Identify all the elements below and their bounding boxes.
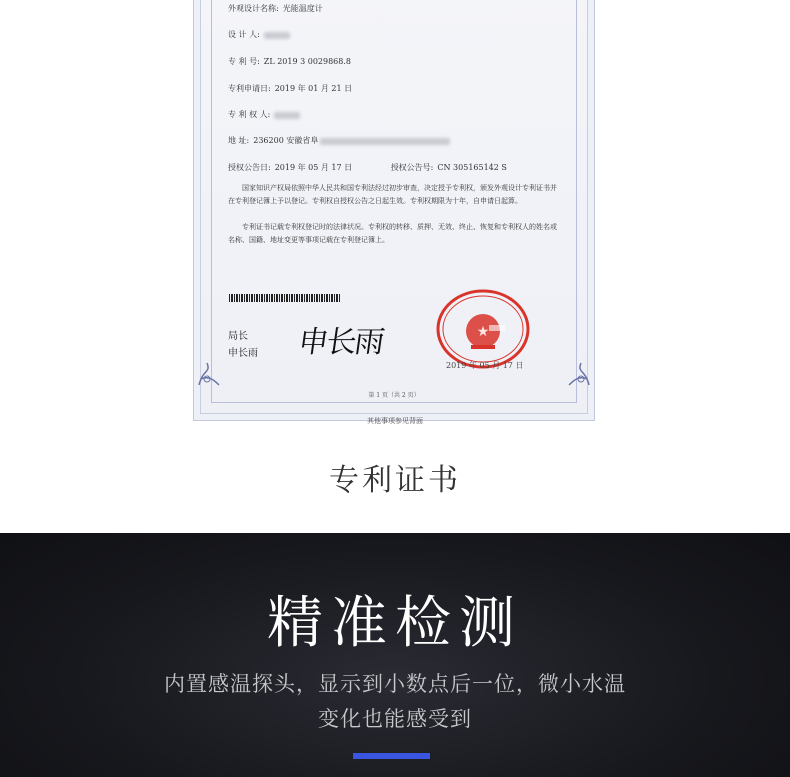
accent-bar — [353, 753, 430, 759]
address-redacted — [320, 138, 450, 145]
design-name-label: 外观设计名称: — [228, 4, 279, 13]
grant-no-value: CN 305165142 S — [437, 163, 507, 172]
patent-no-value: ZL 2019 3 0029868.8 — [263, 57, 351, 66]
designer-redacted — [264, 32, 290, 39]
director-signature: 申长雨 — [296, 325, 385, 360]
feature-description-line-1: 内置感温探头，显示到小数点后一位，微小水温 — [164, 672, 626, 696]
address-row — [228, 135, 450, 146]
patent-no-label: 专 利 号: — [228, 57, 260, 66]
patentee-redacted — [274, 112, 300, 119]
designer-label: 设 计 人: — [228, 30, 260, 39]
official-seal-icon — [435, 289, 531, 369]
patentee-label: 专 利 权 人: — [228, 110, 271, 119]
director-title: 局长 — [228, 331, 248, 342]
patent-no-row — [228, 56, 351, 67]
filing-date-row — [228, 83, 352, 94]
grant-row — [228, 162, 507, 173]
patentee-row — [228, 109, 300, 120]
patent-certificate — [200, 0, 588, 414]
design-name-row — [228, 3, 323, 14]
corner-ornament-icon — [567, 359, 591, 387]
page-label: 第 1 页（共 2 页） — [368, 392, 420, 399]
address-label: 地 址: — [228, 136, 250, 145]
svg-text:★: ★ — [476, 324, 490, 340]
design-name-value: 光能温度计 — [282, 4, 323, 13]
grant-date-label: 授权公告日: — [228, 163, 271, 172]
seal-date: 2019 年 05 月 17 日 — [446, 361, 524, 370]
feature-headline: 精准检测 — [267, 591, 523, 656]
designer-row — [228, 29, 290, 40]
section-caption: 专利证书 — [329, 463, 461, 498]
filing-date-label: 专利申请日: — [228, 84, 271, 93]
grant-no-label: 授权公告号: — [390, 163, 434, 172]
director-name: 申长雨 — [228, 348, 258, 359]
feature-description-line-2: 变化也能感受到 — [318, 707, 472, 731]
grant-date-value: 2019 年 05 月 17 日 — [274, 163, 353, 172]
barcode — [229, 294, 341, 302]
corner-ornament-icon — [197, 359, 221, 387]
feature-section — [0, 533, 790, 777]
filing-date-value: 2019 年 01 月 21 日 — [274, 84, 353, 93]
address-value: 236200 安徽省阜 — [253, 136, 319, 145]
certificate-paragraph-1: 国家知识产权局依照中华人民共和国专利法经过初步审查，决定授予专利权，颁发外观设计专利证书并在专利登记簿上予以登记。专利权自授权公告之日起生效。专利权期限为十年，自申请日起算。 — [228, 184, 557, 205]
certificate-paragraph-2: 专利证书记载专利权登记时的法律状况。专利权的转移、质押、无效、终止、恢复和专利权人的姓名或名称、国籍、地址变更等事项记载在专利登记簿上。 — [228, 223, 557, 244]
see-back-note: 其他事项参见背面 — [367, 417, 423, 425]
